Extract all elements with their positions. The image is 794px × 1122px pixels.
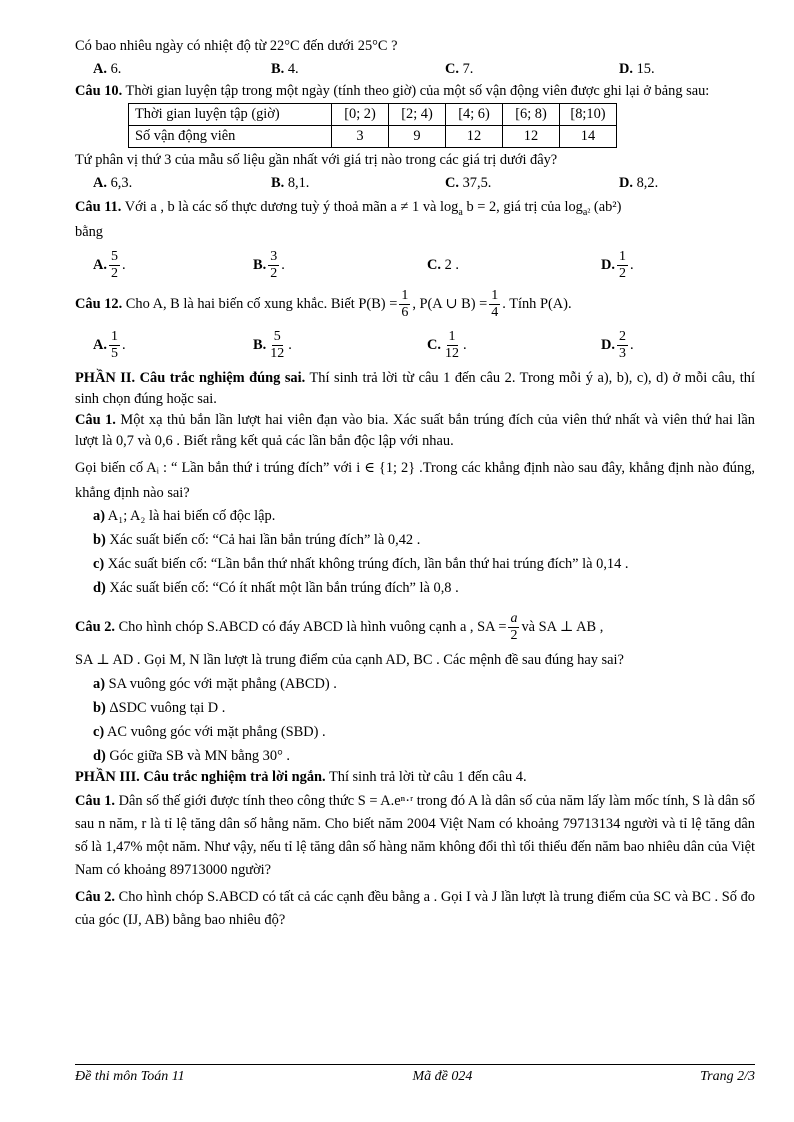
q10-table — [128, 103, 617, 148]
part2-q1-item-a: a) A₁; A₂ là hai biến cố độc lập. — [93, 508, 276, 524]
q12-option-d: D. $\frac{2}{3}$ . — [601, 329, 634, 361]
table-cell: 12 — [446, 126, 503, 148]
q11-option-a: A. $\frac{5}{2}$ . — [93, 249, 126, 281]
q9-option-c: C. 7. — [445, 61, 474, 77]
part2-q2-item-b: b) ΔSDC vuông tại D . — [93, 700, 226, 716]
footer-page-number: Trang 2/3 — [700, 1069, 755, 1084]
page-content — [75, 36, 755, 932]
q11-options — [75, 249, 755, 282]
q10-option-d: D. 8,2. — [619, 175, 659, 191]
table-cell: 9 — [389, 126, 446, 148]
table-row — [129, 104, 617, 126]
part2-q1-item-c: c) Xác suất biến cố: “Lần bắn thứ nhất không trúng đích, lần bắn thứ hai trúng đích” là 0,14 . — [93, 556, 629, 572]
q12-stem: Câu 12. Cho A, B là hai biến cố xung khắc. Biết P(B) = $\frac{1}{6}$ , P(A ∪ B) = $\frac{1}{4}$ . Tính P(A). — [75, 288, 572, 320]
part2-q2-item-c: c) AC vuông góc với mặt phẳng (SBD) . — [93, 724, 326, 740]
q12-options — [75, 329, 755, 362]
q10-option-b: B. 8,1. — [271, 175, 310, 191]
part2-q2-stem2: SA ⊥ AD . Gọi M, N lần lượt là trung điểm của cạnh AD, BC . Các mệnh đề sau đúng hay sai? — [75, 652, 624, 668]
table-cell: [6; 8) — [503, 104, 560, 126]
table-header-cell: Thời gian luyện tập (giờ) — [129, 104, 332, 126]
q10-stem: Câu 10. Thời gian luyện tập trong một ngày (tính theo giờ) của một số vận động viên được ghi lại ở bảng sau: — [75, 83, 710, 99]
q10-option-a: A. 6,3. — [93, 175, 133, 191]
table-header-cell: Số vận động viên — [129, 126, 332, 148]
q9-option-d: D. 15. — [619, 61, 655, 77]
q9-stem: Có bao nhiêu ngày có nhiệt độ từ 22°C đến dưới 25°C ? — [75, 38, 398, 54]
q11-option-c: C. 2 . — [427, 257, 459, 273]
table-cell: 14 — [560, 126, 617, 148]
part3-heading: PHẦN III. Câu trắc nghiệm trả lời ngắn. Thí sinh trả lời từ câu 1 đến câu 4. — [75, 769, 527, 785]
page-footer — [75, 1064, 755, 1085]
q12-option-b: B. $\frac{5}{12}$ . — [253, 329, 292, 361]
table-cell: [0; 2) — [332, 104, 389, 126]
part2-q2-item-a: a) SA vuông góc với mặt phẳng (ABCD) . — [93, 676, 337, 692]
part2-q1-item-d: d) Xác suất biến cố: “Có ít nhất một lần bắn trúng đích” là 0,8 . — [93, 580, 459, 596]
q12-option-a: A. $\frac{1}{5}$ . — [93, 329, 126, 361]
footer-exam-code: Mã đề 024 — [412, 1069, 473, 1084]
part2-q2-item-d: d) Góc giữa SB và MN bằng 30° . — [93, 748, 291, 764]
part2-q1-stem: Câu 1. Một xạ thủ bắn lần lượt hai viên đạn vào bia. Xác suất bắn trúng đích của viên thứ nhất và viên thứ hai lần lượt là 0,7 và 0,6 . Biết rằng kết quả các lần bắn độc lập với nhau. — [75, 412, 755, 449]
part2-q2-stem: Câu 2. Cho hình chóp S.ABCD có đáy ABCD là hình vuông cạnh a , SA = $\frac{a}{2}$ và SA ⊥ AB , — [75, 611, 604, 643]
table-cell: [2; 4) — [389, 104, 446, 126]
q11-option-d: D. $\frac{1}{2}$ . — [601, 249, 634, 281]
q12-option-c: C. $\frac{1}{12}$ . — [427, 329, 467, 361]
q9-options — [75, 59, 755, 80]
q10-options — [75, 173, 755, 194]
table-cell: 3 — [332, 126, 389, 148]
q10-question: Tứ phân vị thứ 3 của mẫu số liệu gần nhất với giá trị nào trong các giá trị dưới đây? — [75, 152, 558, 168]
q11-stem-end: bằng — [75, 224, 103, 240]
part2-heading: PHẦN II. Câu trắc nghiệm đúng sai. Thí sinh trả lời từ câu 1 đến câu 2. Trong mỗi ý a), b), c), d) ở mỗi câu, thí sinh chọn đúng hoặc sai. — [75, 370, 755, 407]
table-row — [129, 126, 617, 148]
table-cell: [4; 6) — [446, 104, 503, 126]
q9-option-a: A. 6. — [93, 61, 122, 77]
table-cell: 12 — [503, 126, 560, 148]
part2-q1-item-b: b) Xác suất biến cố: “Cả hai lần bắn trúng đích” là 0,42 . — [93, 532, 421, 548]
part2-q1-stem2: Gọi biến cố Aᵢ : “ Lần bắn thứ i trúng đích” với i ∈ {1; 2} .Trong các khẳng định nào sau đây, khẳng định nào đúng, khẳng định nào sai? — [75, 460, 755, 501]
part3-q2: Câu 2. Cho hình chóp S.ABCD có tất cả các cạnh đều bằng a . Gọi I và J lần lượt là trung điểm của SC và BC . Số đo của góc (IJ, AB) bằng bao nhiêu độ? — [75, 889, 756, 928]
q11-stem: Câu 11. Với a , b là các số thực dương tuỳ ý thoả mãn a ≠ 1 và $\log_a b = 2$, giá trị của $\log_{a^2} (ab^2)$ — [75, 199, 622, 218]
table-cell: [8;10) — [560, 104, 617, 126]
q11-option-b: B. $\frac{3}{2}$ . — [253, 249, 285, 281]
q10-option-c: C. 37,5. — [445, 175, 492, 191]
footer-subject: Đề thi môn Toán 11 — [75, 1069, 185, 1084]
part3-q1: Câu 1. Dân số thế giới được tính theo công thức S = A.eⁿ·ʳ trong đó A là dân số của năm lấy làm mốc tính, S là dân số sau n năm, r là tỉ lệ tăng dân số hằng năm. Cho biết năm 2004 Việt Nam có khoảng 79713134 người và tỉ lệ tăng dân số là 1,47% một năm. Như vậy, nếu tỉ lệ tăng dân số hàng năm không đổi thì tối thiểu đến năm bao nhiêu dân của Việt Nam có khoảng 89713000 người? — [75, 793, 755, 878]
q9-option-b: B. 4. — [271, 61, 299, 77]
